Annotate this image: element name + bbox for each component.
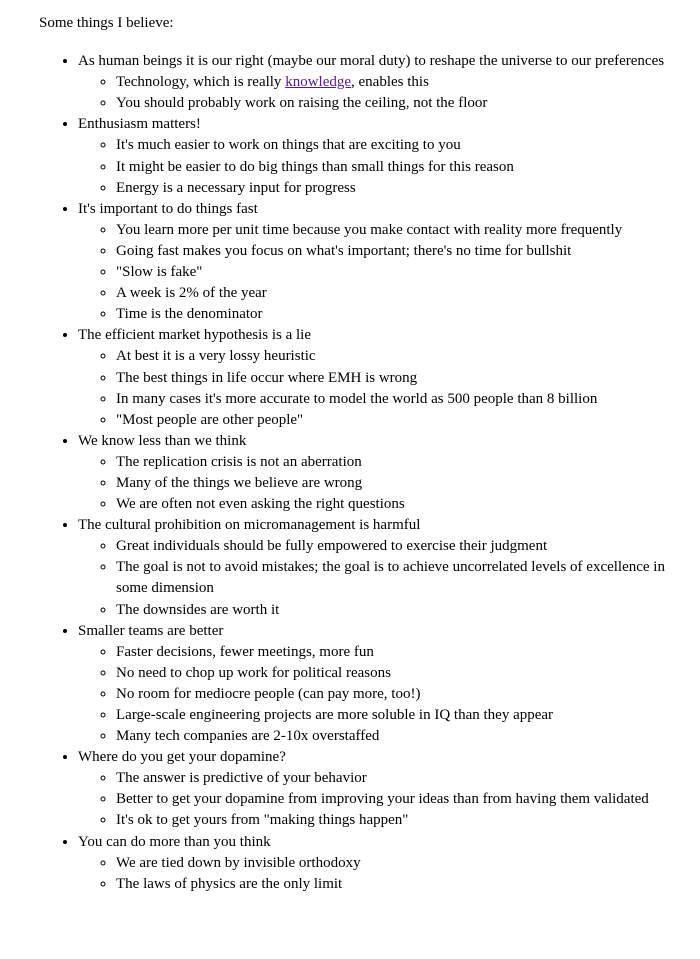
point-text: The laws of physics are the only limit bbox=[116, 875, 343, 892]
supporting-point bbox=[116, 853, 684, 874]
supporting-point bbox=[116, 389, 684, 410]
supporting-point bbox=[116, 705, 684, 726]
point-text: "Slow is fake" bbox=[116, 264, 203, 281]
point-text: Better to get your dopamine from improving your ideas than from having them validated bbox=[116, 791, 649, 808]
supporting-points bbox=[78, 642, 684, 747]
point-text: , enables this bbox=[351, 74, 429, 91]
point-text: Faster decisions, fewer meetings, more fun bbox=[116, 643, 374, 660]
supporting-point bbox=[116, 410, 684, 431]
supporting-points bbox=[78, 536, 684, 620]
point-text: In many cases it's more accurate to model the world as 500 people than 8 billion bbox=[116, 390, 598, 407]
supporting-point bbox=[116, 557, 684, 599]
belief-item bbox=[78, 515, 684, 620]
point-text: We are often not even asking the right questions bbox=[116, 496, 405, 513]
intro-text: Some things I believe: bbox=[39, 15, 174, 31]
point-text: "Most people are other people" bbox=[116, 411, 304, 428]
supporting-point bbox=[116, 663, 684, 684]
point-text: You should probably work on raising the ceiling, not the floor bbox=[116, 95, 488, 112]
belief-heading: Smaller teams are better bbox=[78, 622, 224, 639]
supporting-point bbox=[116, 452, 684, 473]
point-text: The best things in life occur where EMH is wrong bbox=[116, 369, 418, 386]
supporting-point bbox=[116, 642, 684, 663]
belief-heading: The cultural prohibition on micromanagement is harmful bbox=[78, 517, 421, 534]
point-text: The answer is predictive of your behavior bbox=[116, 770, 367, 787]
point-text: Large-scale engineering projects are more soluble in IQ than they appear bbox=[116, 707, 554, 723]
point-text: It's much easier to work on things that are exciting to you bbox=[116, 137, 461, 154]
belief-item bbox=[78, 431, 684, 515]
point-text: It might be easier to do big things than small things for this reason bbox=[116, 158, 514, 175]
point-text: Great individuals should be fully empowered to exercise their judgment bbox=[116, 538, 548, 555]
point-text: Going fast makes you focus on what's important; there's no time for bullshit bbox=[116, 242, 572, 259]
point-text: At best it is a very lossy heuristic bbox=[116, 348, 316, 365]
belief-item bbox=[78, 199, 684, 326]
supporting-point bbox=[116, 220, 684, 241]
belief-item bbox=[78, 747, 684, 831]
point-text: Technology, which is really bbox=[116, 74, 286, 91]
point-text: A week is 2% of the year bbox=[116, 285, 267, 302]
supporting-point bbox=[116, 368, 684, 389]
supporting-point bbox=[116, 178, 684, 199]
belief-item bbox=[78, 51, 684, 114]
belief-heading: Enthusiasm matters! bbox=[78, 116, 201, 133]
supporting-point bbox=[116, 789, 684, 810]
point-text: The goal is not to avoid mistakes; the goal is to achieve uncorrelated levels of excellence in some dimension bbox=[116, 559, 665, 597]
point-text: No need to chop up work for political reasons bbox=[116, 664, 391, 681]
supporting-point bbox=[116, 494, 684, 515]
supporting-point bbox=[116, 536, 684, 557]
belief-item bbox=[78, 114, 684, 198]
supporting-point bbox=[116, 346, 684, 367]
supporting-points bbox=[78, 346, 684, 430]
belief-heading: It's important to do things fast bbox=[78, 200, 258, 217]
point-text: The downsides are worth it bbox=[116, 601, 280, 618]
supporting-points bbox=[78, 220, 684, 325]
supporting-point bbox=[116, 283, 684, 304]
point-text: We are tied down by invisible orthodoxy bbox=[116, 854, 361, 871]
belief-heading: Where do you get your dopamine? bbox=[78, 749, 286, 766]
supporting-point bbox=[116, 600, 684, 621]
point-text: The replication crisis is not an aberration bbox=[116, 453, 362, 470]
supporting-point bbox=[116, 473, 684, 494]
supporting-point bbox=[116, 157, 684, 178]
supporting-points bbox=[78, 135, 684, 198]
belief-heading: We know less than we think bbox=[78, 432, 247, 449]
belief-item bbox=[78, 621, 684, 748]
supporting-point bbox=[116, 304, 684, 325]
supporting-point bbox=[116, 93, 684, 114]
supporting-point bbox=[116, 810, 684, 831]
supporting-point bbox=[116, 768, 684, 789]
supporting-point bbox=[116, 135, 684, 156]
supporting-points bbox=[78, 72, 684, 114]
point-text: Time is the denominator bbox=[116, 306, 263, 323]
point-text: Energy is a necessary input for progress bbox=[116, 179, 356, 196]
belief-heading: The efficient market hypothesis is a lie bbox=[78, 327, 311, 344]
belief-item bbox=[78, 325, 684, 430]
supporting-point bbox=[116, 262, 684, 283]
point-text: Many tech companies are 2-10x overstaffed bbox=[116, 728, 380, 745]
belief-list bbox=[39, 51, 684, 895]
supporting-point bbox=[116, 874, 684, 895]
knowledge-link[interactable]: knowledge bbox=[285, 74, 352, 91]
supporting-point bbox=[116, 726, 684, 747]
point-text: No room for mediocre people (can pay more, too!) bbox=[116, 685, 421, 702]
point-text: Many of the things we believe are wrong bbox=[116, 474, 363, 491]
supporting-points bbox=[78, 853, 684, 895]
belief-heading: As human beings it is our right (maybe our moral duty) to reshape the universe to our preferences bbox=[78, 53, 665, 70]
supporting-point bbox=[116, 241, 684, 262]
supporting-point bbox=[116, 684, 684, 705]
belief-item bbox=[78, 832, 684, 895]
supporting-points bbox=[78, 768, 684, 831]
supporting-points bbox=[78, 452, 684, 515]
supporting-point bbox=[116, 72, 684, 93]
point-text: It's ok to get yours from "making things happen" bbox=[116, 812, 409, 829]
point-text: You learn more per unit time because you make contact with reality more frequently bbox=[116, 221, 623, 238]
belief-heading: You can do more than you think bbox=[78, 833, 271, 850]
